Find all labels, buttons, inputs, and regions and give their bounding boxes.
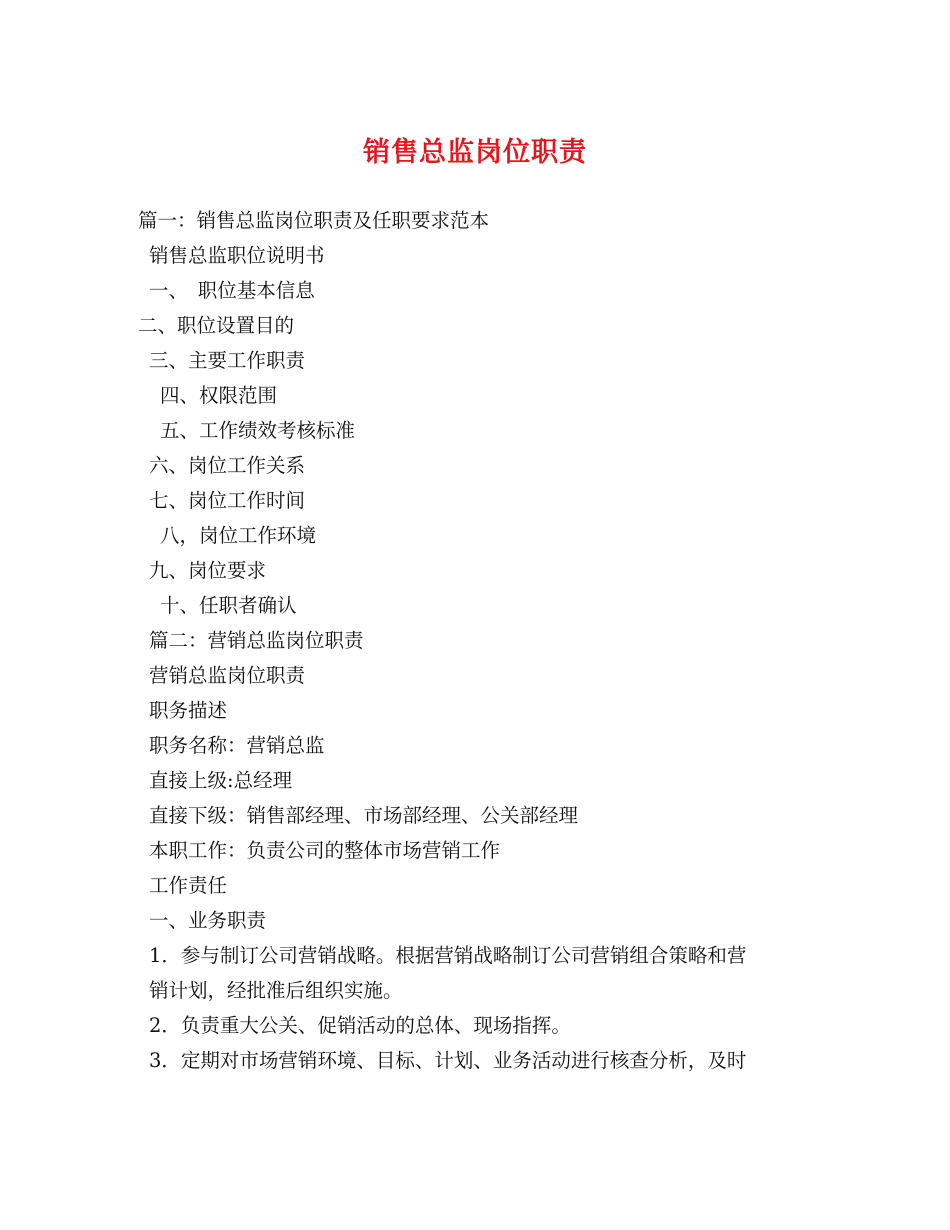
text-line: 八，岗位工作环境 [160, 524, 317, 547]
text-line: 职务名称：营销总监 [149, 734, 325, 757]
text-line: 本职工作：负责公司的整体市场营销工作 [149, 839, 501, 862]
text-line: 二、职位设置目的 [138, 314, 295, 337]
text-line: 直接下级：销售部经理、市场部经理、公关部经理 [149, 804, 579, 827]
text-line: 直接上级:总经理 [149, 769, 293, 792]
text-line: 营销总监岗位职责 [149, 664, 306, 687]
text-line: 九、岗位要求 [149, 559, 267, 582]
text-line: 一、业务职责 [149, 909, 267, 932]
text-line: 2．负责重大公关、促销活动的总体、现场指挥。 [149, 1014, 571, 1037]
text-line: 篇二：营销总监岗位职责 [149, 629, 364, 652]
text-line: 工作责任 [149, 874, 228, 897]
text-line: 销计划，经批准后组织实施。 [149, 979, 403, 1002]
text-line: 1．参与制订公司营销战略。根据营销战略制订公司营销组合策略和营 [149, 944, 747, 967]
text-line: 三、主要工作职责 [149, 349, 306, 372]
text-line: 四、权限范围 [160, 384, 278, 407]
text-line: 一、 职位基本信息 [149, 279, 315, 302]
text-line: 十、任职者确认 [160, 594, 297, 617]
document-body [138, 203, 828, 1078]
document-title: 销售总监岗位职责 [363, 137, 587, 168]
text-line: 3．定期对市场营销环境、目标、计划、业务活动进行核查分析，及时 [149, 1049, 747, 1072]
text-line: 职务描述 [149, 699, 228, 722]
text-line: 六、岗位工作关系 [149, 454, 306, 477]
text-line: 篇一：销售总监岗位职责及任职要求范本 [138, 209, 490, 232]
text-line: 七、岗位工作时间 [149, 489, 306, 512]
text-line: 五、工作绩效考核标准 [160, 419, 356, 442]
text-line: 销售总监职位说明书 [149, 244, 325, 267]
